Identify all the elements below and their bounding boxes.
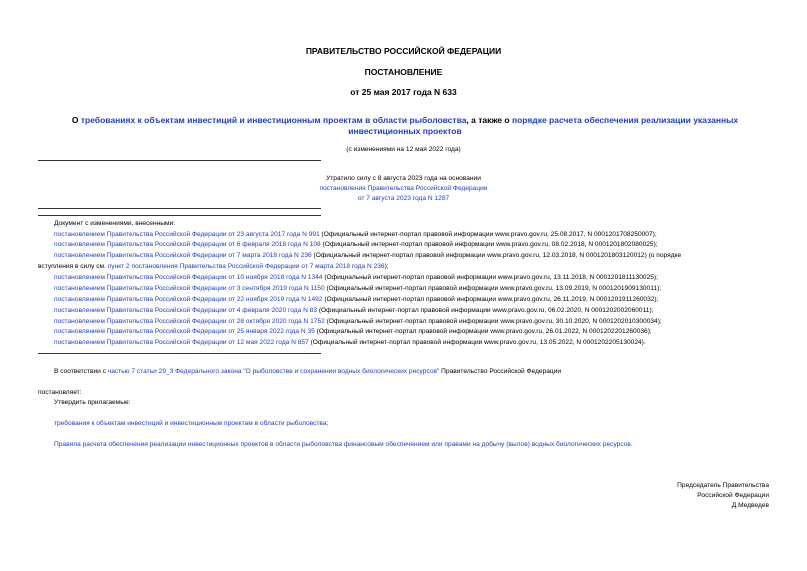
approve-text: Утвердить прилагаемые:	[54, 399, 131, 406]
amendment-link[interactable]: постановлением Правительства Российской Федерации от 10 ноября 2018 года N 1344	[54, 274, 323, 281]
signature-title: Председатель Правительства	[677, 482, 769, 489]
amendment-item	[54, 306, 653, 316]
resolves-text: постановляет:	[38, 389, 82, 396]
expired-link-date[interactable]: от 7 августа 2023 года N 1287	[357, 195, 450, 202]
amendments-intro: Документ с изменениями, внесенными:	[54, 220, 176, 227]
amendment-source: (Официальный интернет-портал правовой информации www.pravo.gov.ru, 13.11.2018, N 0001201811130025);	[322, 274, 658, 281]
amendment-item	[54, 251, 681, 261]
amendment-link[interactable]: постановлением Правительства Российской Федерации от 28 октября 2020 года N 1752	[54, 318, 325, 325]
amendment-item	[54, 295, 658, 305]
amendment-item	[54, 338, 646, 348]
amendment-source: (Официальный интернет-портал правовой информации www.pravo.gov.ru, 26.11.2019, N 0001201911260032);	[322, 296, 659, 303]
legal-basis	[54, 367, 561, 377]
amendment-source: (Официальный интернет-портал правовой информации www.pravo.gov.ru, 25.08.2017, N 0001201708250007);	[319, 231, 657, 238]
document-title	[60, 115, 750, 137]
amendment-source: (Официальный интернет-портал правовой информации www.pravo.gov.ru, 13.05.2022, N 0001202205130024).	[308, 339, 646, 346]
divider	[38, 215, 321, 216]
government-heading: ПРАВИТЕЛЬСТВО РОССИЙСКОЙ ФЕДЕРАЦИИ	[305, 46, 502, 56]
title-link-requirements[interactable]: требованиях к объектам инвестиций и инвестиционным проектам в области рыболовства	[80, 115, 467, 125]
amendment-link[interactable]: постановлением Правительства Российской Федерации от 22 ноября 2019 года N 1492	[54, 296, 323, 303]
amendment-link[interactable]: постановлением Правительства Российской Федерации от 3 сентября 2019 года N 1150	[54, 285, 325, 292]
basis-law-link[interactable]: частью 7 статьи 29_3 Федерального закона "О рыболовстве и сохранении водных биологических ресурсов"	[107, 368, 440, 375]
divider	[38, 353, 321, 354]
amendment-item	[54, 230, 657, 240]
amendment-item	[54, 240, 658, 250]
amendment-link[interactable]: постановлением Правительства Российской Федерации от 4 февраля 2020 года N 83	[54, 307, 318, 314]
amendment-source: (Официальный интернет-портал правовой информации www.pravo.gov.ru, 12.03.2018, N 0001201803120012) (о порядке	[311, 252, 682, 259]
expired-line-1: Утратило силу с 8 августа 2023 года на основании	[326, 175, 481, 182]
amendment-item	[54, 317, 662, 327]
amendment-item	[54, 327, 652, 337]
amendment-link[interactable]: постановлением Правительства Российской Федерации от 7 марта 2018 года N 236	[54, 252, 312, 259]
amendment-link[interactable]: постановлением Правительства Российской Федерации от 25 января 2022 года N 35	[54, 328, 315, 335]
divider	[38, 160, 321, 161]
amendment-source: (Официальный интернет-портал правовой информации www.pravo.gov.ru, 30.10.2020, N 0001202010300034);	[324, 318, 662, 325]
basis-suffix: Правительство Российской Федерации	[439, 368, 562, 375]
amendment-item	[54, 273, 658, 283]
amendment-continuation	[38, 262, 389, 272]
amendment-source: (Официальный интернет-портал правовой информации www.pravo.gov.ru, 13.09.2019, N 0001201909130011);	[324, 285, 662, 292]
title-link-calculation-order[interactable]: порядке расчета обеспечения реализации указанных инвестиционных проектов	[348, 115, 739, 136]
amendment-source: (Официальный интернет-портал правовой информации www.pravo.gov.ru, 06.02.2020, N 0001202002060011);	[317, 307, 654, 314]
edition-note: (с изменениями на 12 мая 2022 года)	[346, 146, 461, 153]
title-middle: , а также о	[466, 115, 512, 125]
amendment-link[interactable]: постановлением Правительства Российской Федерации от 6 февраля 2018 года N 108	[54, 241, 321, 248]
signature-country: Российской Федерации	[697, 492, 769, 499]
approved-rules-link[interactable]: Правила расчета обеспечения реализации инвестиционных проектов в области рыболовства финансовым обеспечением или правами на добычу (вылов) водных биологических ресурсов.	[54, 441, 633, 448]
amendment-link[interactable]: постановлением Правительства Российской Федерации от 12 мая 2022 года N 857	[54, 339, 309, 346]
continuation-prefix: вступления в силу см.	[38, 263, 108, 270]
document-date-number: от 25 мая 2017 года N 633	[350, 87, 457, 97]
amendment-link[interactable]: постановлением Правительства Российской Федерации от 23 августа 2017 года N 991	[54, 231, 320, 238]
continuation-link[interactable]: пункт 2 постановления Правительства Российской Федерации от 7 марта 2018 года N 236	[107, 263, 385, 270]
approved-requirements-link[interactable]: требования к объектам инвестиций и инвестиционным проектам в области рыболовства;	[54, 420, 329, 427]
continuation-suffix: );	[384, 263, 389, 270]
divider	[38, 208, 321, 209]
amendment-source: (Официальный интернет-портал правовой информации www.pravo.gov.ru, 26.01.2022, N 0001202201260036);	[314, 328, 652, 335]
document-type-heading: ПОСТАНОВЛЕНИЕ	[364, 67, 443, 77]
amendment-item	[54, 284, 661, 294]
expired-link-decree[interactable]: постановления Правительства Российской Федерации	[319, 185, 488, 192]
amendment-source: (Официальный интернет-портал правовой информации www.pravo.gov.ru, 08.02.2018, N 0001201802080025);	[320, 241, 658, 248]
signature-name: Д.Медведев	[731, 502, 769, 509]
title-prefix: О	[71, 115, 81, 125]
basis-prefix: В соответствии с	[54, 368, 108, 375]
